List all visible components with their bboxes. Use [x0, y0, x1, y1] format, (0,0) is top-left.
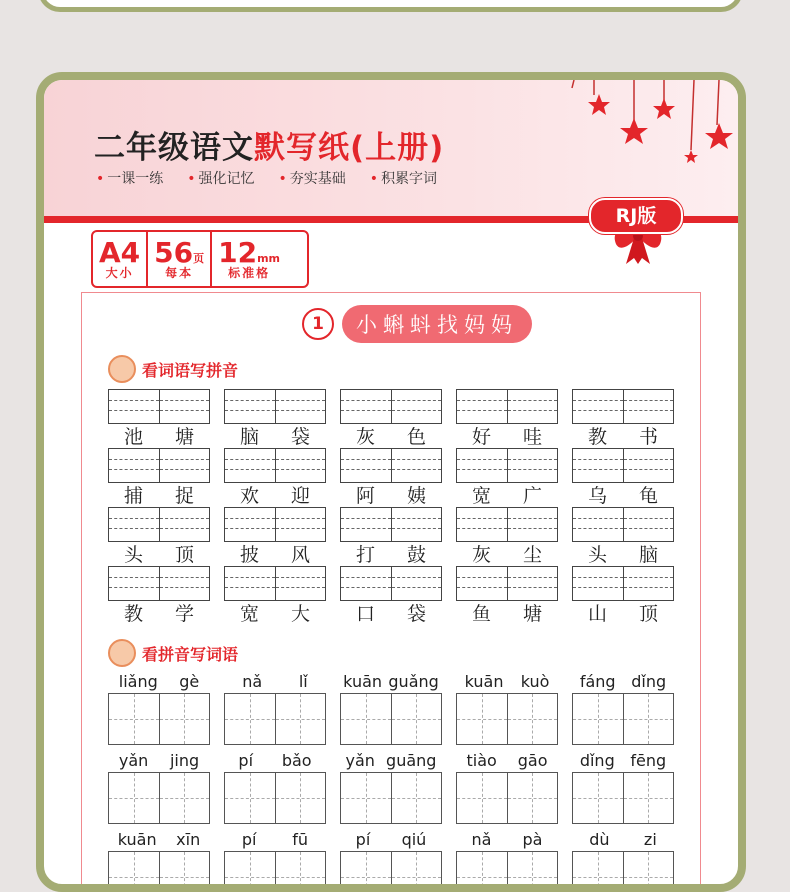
pinyin-label: pí bǎo — [238, 751, 312, 770]
word-item — [108, 566, 210, 627]
word-item — [340, 389, 442, 450]
lion-icon — [108, 639, 136, 667]
pinyin-writing-grid[interactable] — [108, 507, 210, 542]
word-characters: 灰 色 — [355, 426, 426, 448]
pinyin-label: pí fū — [241, 830, 309, 849]
character-writing-grid[interactable] — [572, 693, 674, 745]
pinyin-item — [108, 829, 210, 892]
pinyin-writing-grid[interactable] — [340, 566, 442, 601]
lesson-header — [302, 305, 532, 343]
pinyin-writing-grid[interactable] — [572, 566, 674, 601]
word-item — [572, 507, 674, 568]
word-item — [572, 389, 674, 450]
pinyin-writing-grid[interactable] — [224, 448, 326, 483]
pinyin-label: yǎn jing — [118, 751, 200, 770]
character-writing-grid[interactable] — [340, 772, 442, 824]
tag-4: • 积累字词 — [369, 171, 438, 187]
word-characters: 池 塘 — [123, 426, 194, 448]
pinyin-item — [572, 750, 674, 824]
pinyin-label: kuān xīn — [117, 830, 201, 849]
tag-3: • 夯实基础 — [278, 171, 346, 187]
word-item — [224, 448, 326, 509]
word-characters: 好 哇 — [471, 426, 542, 448]
pinyin-writing-grid[interactable] — [340, 507, 442, 542]
word-characters: 宽 广 — [471, 485, 542, 507]
spec-size: A4 大小 — [99, 235, 141, 280]
word-item — [572, 566, 674, 627]
pinyin-item — [572, 829, 674, 892]
character-writing-grid[interactable] — [456, 772, 558, 824]
pinyin-item — [340, 829, 442, 892]
character-writing-grid[interactable] — [340, 851, 442, 892]
pinyin-row — [108, 448, 674, 509]
spec-box — [91, 230, 309, 288]
product-card — [36, 72, 746, 892]
title-red-part: 默写纸(上册) — [254, 130, 445, 166]
word-characters: 灰 尘 — [471, 544, 542, 566]
pinyin-writing-grid[interactable] — [108, 448, 210, 483]
word-characters: 山 顶 — [587, 603, 658, 625]
word-item — [108, 448, 210, 509]
word-item — [456, 389, 558, 450]
pinyin-label: liǎng gè — [118, 672, 200, 691]
lesson-title: 小蝌蚪找妈妈 — [342, 305, 532, 343]
character-writing-grid[interactable] — [108, 772, 210, 824]
pinyin-writing-grid[interactable] — [572, 389, 674, 424]
tag-2: • 强化记忆 — [187, 171, 255, 187]
word-item — [224, 507, 326, 568]
word-characters: 鱼 塘 — [471, 603, 542, 625]
pinyin-label: kuān guǎng — [343, 672, 439, 691]
pinyin-writing-grid[interactable] — [456, 566, 558, 601]
word-item — [456, 448, 558, 509]
character-writing-grid[interactable] — [340, 693, 442, 745]
section-heading-1: 看词语写拼音 — [108, 355, 238, 383]
character-writing-grid[interactable] — [224, 851, 326, 892]
pinyin-label: fáng dǐng — [579, 672, 667, 691]
pinyin-writing-grid[interactable] — [572, 507, 674, 542]
character-writing-grid[interactable] — [108, 693, 210, 745]
pinyin-row — [108, 389, 674, 450]
word-characters: 口 袋 — [355, 603, 426, 625]
character-writing-grid[interactable] — [224, 693, 326, 745]
pinyin-label: nǎ pà — [471, 830, 543, 849]
pinyin-row — [108, 566, 674, 627]
word-characters: 乌 龟 — [587, 485, 658, 507]
character-row — [108, 671, 674, 745]
word-item — [224, 389, 326, 450]
word-characters: 欢 迎 — [239, 485, 310, 507]
pinyin-label: pí qiú — [355, 830, 427, 849]
tag-1: • 一课一练 — [96, 171, 164, 187]
pinyin-item — [340, 671, 442, 745]
lion-icon — [108, 355, 136, 383]
pinyin-row — [108, 507, 674, 568]
word-item — [224, 566, 326, 627]
character-writing-grid[interactable] — [108, 851, 210, 892]
pinyin-item — [108, 750, 210, 824]
character-writing-grid[interactable] — [456, 693, 558, 745]
pinyin-item — [108, 671, 210, 745]
word-characters: 教 书 — [587, 426, 658, 448]
pinyin-writing-grid[interactable] — [224, 389, 326, 424]
word-item — [456, 566, 558, 627]
word-item — [108, 389, 210, 450]
word-item — [340, 507, 442, 568]
word-characters: 披 风 — [239, 544, 310, 566]
word-item — [340, 448, 442, 509]
lesson-number: 1 — [302, 308, 334, 340]
word-characters: 头 脑 — [587, 544, 658, 566]
word-item — [340, 566, 442, 627]
word-characters: 教 学 — [123, 603, 194, 625]
pinyin-label: tiào gāo — [466, 751, 548, 770]
word-item — [572, 448, 674, 509]
previous-card — [38, 0, 743, 12]
character-writing-grid[interactable] — [224, 772, 326, 824]
word-item — [108, 507, 210, 568]
pinyin-item — [572, 671, 674, 745]
pinyin-writing-grid[interactable] — [456, 507, 558, 542]
pinyin-writing-grid[interactable] — [224, 507, 326, 542]
pinyin-writing-grid[interactable] — [224, 566, 326, 601]
character-writing-grid[interactable] — [456, 851, 558, 892]
pinyin-item — [224, 750, 326, 824]
word-characters: 阿 姨 — [355, 485, 426, 507]
pinyin-writing-grid[interactable] — [340, 389, 442, 424]
pinyin-label: kuān kuò — [464, 672, 550, 691]
pinyin-item — [224, 671, 326, 745]
pinyin-writing-grid[interactable] — [108, 566, 210, 601]
worksheet — [81, 292, 701, 892]
pinyin-label: nǎ lǐ — [242, 672, 308, 691]
pinyin-item — [456, 750, 558, 824]
word-characters: 打 鼓 — [355, 544, 426, 566]
pinyin-item — [456, 671, 558, 745]
pinyin-item — [456, 829, 558, 892]
character-row — [108, 829, 674, 892]
word-characters: 脑 袋 — [239, 426, 310, 448]
word-item — [456, 507, 558, 568]
pinyin-writing-grid[interactable] — [108, 389, 210, 424]
pinyin-item — [224, 829, 326, 892]
edition-badge: RJ版 — [589, 198, 683, 234]
pinyin-writing-grid[interactable] — [456, 448, 558, 483]
pinyin-writing-grid[interactable] — [572, 448, 674, 483]
character-writing-grid[interactable] — [572, 851, 674, 892]
word-characters: 头 顶 — [123, 544, 194, 566]
title-black-part: 二年级语文 — [94, 130, 254, 166]
spec-pages: 56页 每本 — [146, 232, 210, 286]
word-characters: 捕 捉 — [123, 485, 194, 507]
character-row — [108, 750, 674, 824]
pinyin-label: dǐng fēng — [579, 751, 667, 770]
pinyin-writing-grid[interactable] — [340, 448, 442, 483]
star-decoration — [544, 80, 744, 190]
pinyin-label: yǎn guāng — [345, 751, 437, 770]
word-characters: 宽 大 — [239, 603, 310, 625]
pinyin-item — [340, 750, 442, 824]
spec-grid: 12mm 标准格 — [210, 232, 286, 286]
product-title — [94, 122, 444, 167]
pinyin-writing-grid[interactable] — [456, 389, 558, 424]
character-writing-grid[interactable] — [572, 772, 674, 824]
pinyin-label: dù zi — [589, 830, 657, 849]
feature-tags — [96, 168, 437, 188]
section-heading-2: 看拼音写词语 — [108, 639, 238, 667]
